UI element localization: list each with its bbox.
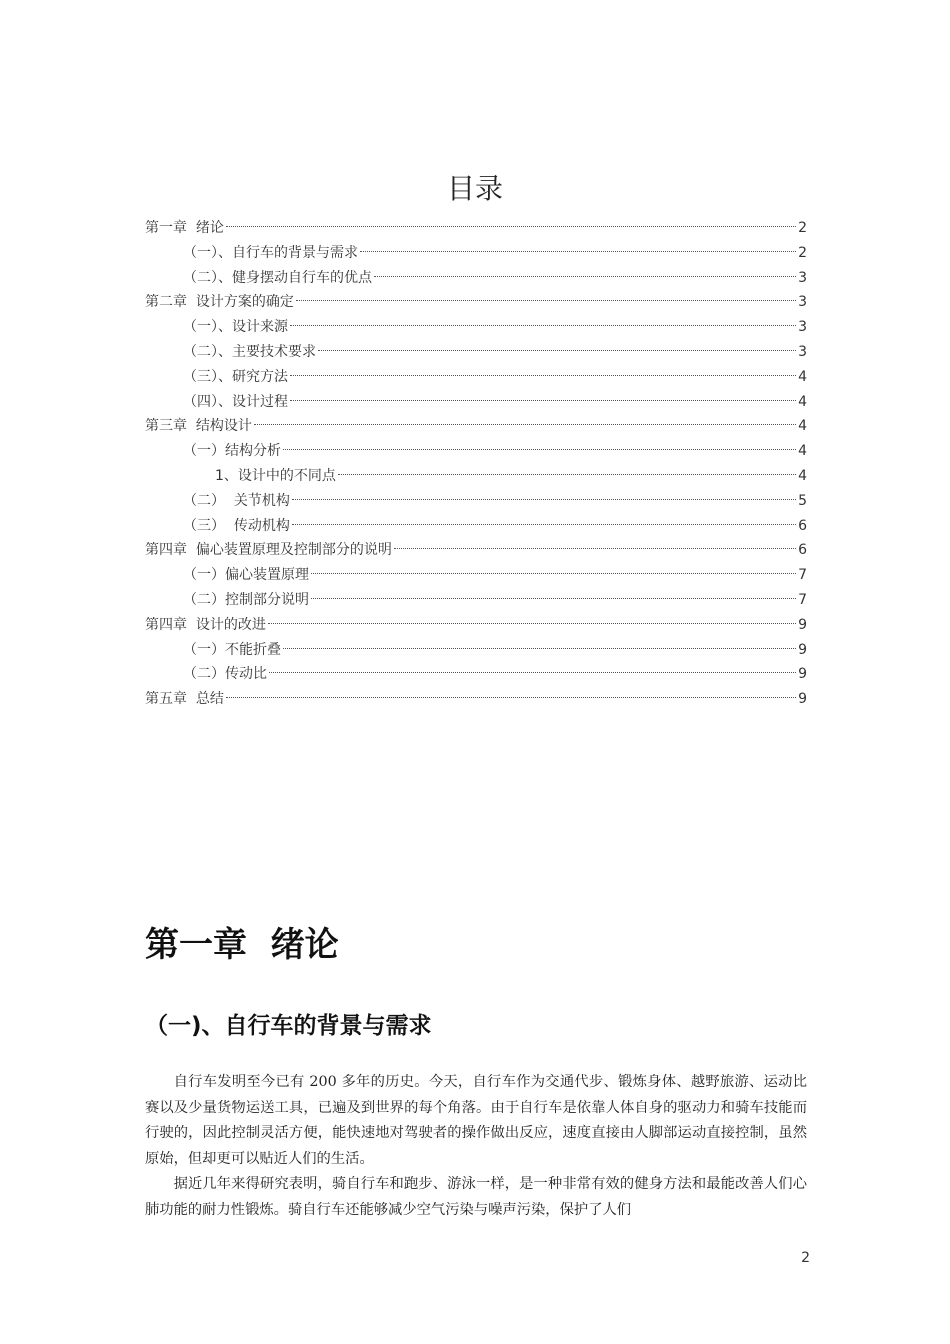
toc-entry-label: （四）、设计过程 [183, 393, 288, 410]
toc-entry-label: 第四章 偏心装置原理及控制部分的说明 [145, 542, 392, 559]
toc-entry-page: 7 [798, 567, 807, 584]
toc-entry-page: 4 [798, 418, 807, 435]
toc-entry[interactable] [145, 538, 807, 563]
toc-entry[interactable] [145, 390, 807, 415]
toc-entry-page: 4 [798, 368, 807, 385]
toc-entry-label: 第三章 结构设计 [145, 418, 252, 435]
toc-entry[interactable] [145, 216, 807, 241]
toc-dot-leader [254, 424, 796, 425]
toc-entry[interactable] [145, 315, 807, 340]
toc-entry[interactable] [145, 662, 807, 687]
toc-entry-label: （二）、健身摆动自行车的优点 [183, 269, 372, 286]
toc-entry[interactable] [145, 687, 807, 712]
toc-entry-page: 7 [798, 591, 807, 608]
toc-entry[interactable] [145, 414, 807, 439]
toc-entry-label: （一）偏心装置原理 [183, 567, 309, 584]
toc-entry[interactable] [145, 365, 807, 390]
toc-entry-label: （二） 关节机构 [183, 492, 290, 509]
toc-entry-label: （二）控制部分说明 [183, 591, 309, 608]
toc-entry-label: （一）不能折叠 [183, 641, 281, 658]
toc-entry[interactable] [145, 266, 807, 291]
toc-entry-page: 9 [798, 616, 807, 633]
toc-dot-leader [374, 276, 796, 277]
toc-entry-page: 6 [798, 517, 807, 534]
toc-dot-leader [296, 300, 796, 301]
toc-entry-label: 第一章 绪论 [145, 220, 224, 236]
toc-entry-page: 4 [798, 467, 807, 484]
toc-entry-page: 3 [798, 294, 807, 311]
toc-entry-page: 9 [798, 691, 807, 708]
toc-title: 目录 [446, 172, 503, 205]
toc-entry-page: 9 [798, 641, 807, 658]
toc-entry-label: （一）、设计来源 [183, 319, 288, 336]
body-text [145, 1070, 807, 1223]
toc-dot-leader [269, 672, 796, 673]
toc-entry[interactable] [145, 439, 807, 464]
toc-dot-leader [268, 623, 796, 624]
chapter-heading: 第一章 绪论 [145, 925, 339, 965]
toc-entry[interactable] [145, 340, 807, 365]
toc-dot-leader [311, 598, 796, 599]
toc-entry-label: 第五章 总结 [145, 691, 224, 708]
toc-entry-label: 1、设计中的不同点 [215, 467, 336, 484]
page-number: 2 [801, 1250, 810, 1266]
toc-dot-leader [283, 449, 796, 450]
toc-entry[interactable] [145, 588, 807, 613]
body-paragraph: 自行车发明至今已有 200 多年的历史。今天，自行车作为交通代步、锻炼身体、越野旅游、运动比赛以及少量货物运送工具，已遍及到世界的每个角落。由于自行车是依靠人体自身的驱动力和骑车技能而行驶的，因此控制灵活方便，能快速地对驾驶者的操作做出反应，速度直接由人脚部运动直接控制，虽然原始，但却更可以贴近人们的生活。 [145, 1074, 807, 1167]
toc-entry-page: 9 [798, 666, 807, 683]
toc-entry-label: （一）结构分析 [183, 443, 281, 460]
toc-dot-leader [292, 524, 796, 525]
toc-entry-label: （三）、研究方法 [183, 368, 288, 385]
toc-dot-leader [311, 573, 796, 574]
toc-entry-page: 4 [798, 393, 807, 410]
toc-dot-leader [292, 499, 796, 500]
toc-entry-page: 3 [798, 269, 807, 286]
toc-dot-leader [226, 697, 796, 698]
toc-entry-page: 3 [798, 319, 807, 336]
toc-entry[interactable] [145, 489, 807, 514]
toc-entry[interactable] [145, 514, 807, 539]
toc-entry-page: 2 [798, 244, 807, 261]
toc-dot-leader [290, 325, 796, 326]
toc-entry-page: 6 [798, 542, 807, 559]
toc-dot-leader [290, 375, 796, 376]
toc-entry-label: 第二章 设计方案的确定 [145, 294, 294, 311]
toc-entry[interactable] [145, 638, 807, 663]
toc-entry-page: 5 [798, 492, 807, 509]
toc-entry[interactable] [145, 563, 807, 588]
toc-dot-leader [283, 648, 796, 649]
toc-dot-leader [360, 251, 796, 252]
toc-entry[interactable] [145, 613, 807, 638]
toc-dot-leader [290, 400, 796, 401]
table-of-contents [145, 216, 807, 712]
toc-dot-leader [338, 474, 796, 475]
toc-entry-label: （二）、主要技术要求 [183, 343, 316, 360]
toc-entry-page: 2 [798, 220, 807, 236]
toc-dot-leader [226, 226, 796, 227]
toc-entry[interactable] [145, 241, 807, 266]
toc-entry-label: 第四章 设计的改进 [145, 616, 266, 633]
toc-entry-label: （二）传动比 [183, 666, 267, 683]
toc-entry-label: （三） 传动机构 [183, 517, 290, 534]
toc-entry[interactable] [145, 290, 807, 315]
toc-entry[interactable] [145, 464, 807, 489]
toc-dot-leader [394, 548, 796, 549]
toc-dot-leader [318, 350, 796, 351]
toc-entry-label: （一）、自行车的背景与需求 [183, 244, 358, 261]
toc-entry-page: 3 [798, 343, 807, 360]
body-paragraph: 据近几年来得研究表明，骑自行车和跑步、游泳一样，是一种非常有效的健身方法和最能改善人们心肺功能的耐力性锻炼。骑自行车还能够减少空气污染与噪声污染，保护了人们 [145, 1176, 807, 1218]
toc-entry-page: 4 [798, 443, 807, 460]
section-heading: （一)、自行车的背景与需求 [145, 1013, 432, 1039]
